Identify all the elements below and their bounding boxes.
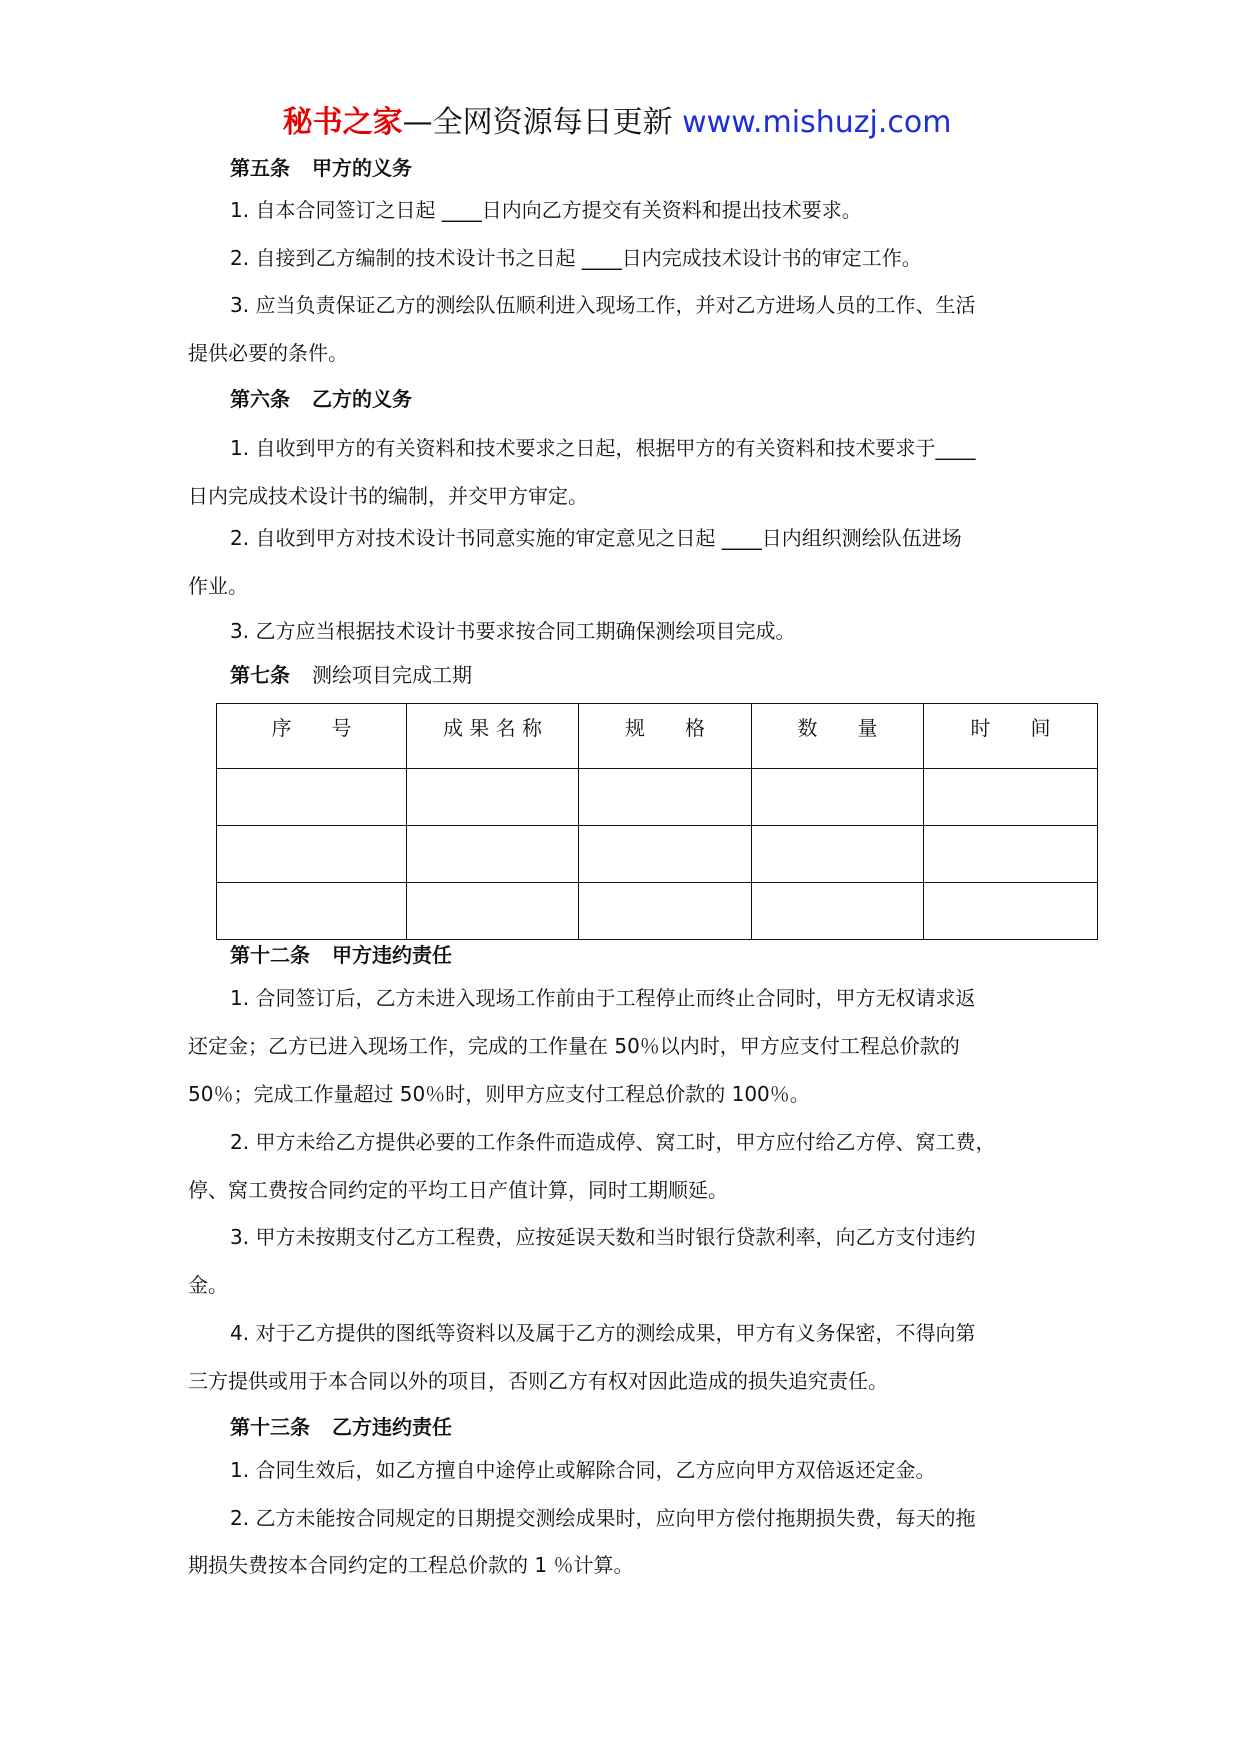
article-12-item-4-line-1: 4. 对于乙方提供的图纸等资料以及属于乙方的测绘成果，甲方有义务保密，不得向第 — [230, 1321, 976, 1345]
article-12-item-1-line-3: 50％；完成工作量超过 50％时，则甲方应支付工程总价款的 100％。 — [188, 1082, 810, 1106]
article-6-item-2-line-2: 作业。 — [188, 574, 248, 598]
article-6-item-3: 3. 乙方应当根据技术设计书要求按合同工期确保测绘项目完成。 — [230, 619, 796, 643]
article-12-item-2-line-1: 2. 甲方未给乙方提供必要的工作条件而造成停、窝工时，甲方应付给乙方停、窝工费， — [230, 1130, 996, 1154]
table-cell — [217, 883, 407, 940]
article-12-item-2-line-2: 停、窝工费按合同约定的平均工日产值计算，同时工期顺延。 — [188, 1178, 728, 1202]
article-5-item-1: 1. 自本合同签订之日起 ____日内向乙方提交有关资料和提出技术要求。 — [230, 198, 862, 222]
article-12-item-1-line-2: 还定金；乙方已进入现场工作，完成的工作量在 50％以内时，甲方应支付工程总价款的 — [188, 1034, 960, 1058]
article-5-title — [230, 153, 412, 183]
completion-schedule-table — [216, 703, 1098, 940]
table-cell — [407, 883, 579, 940]
col-header-spec: 规 格 — [579, 704, 752, 769]
article-12-item-3-line-2: 金。 — [188, 1273, 228, 1297]
article-5-item-2: 2. 自接到乙方编制的技术设计书之日起 ____日内完成技术设计书的审定工作。 — [230, 246, 922, 270]
article-13-number: 第十三条 — [230, 1415, 310, 1439]
table-cell — [579, 826, 752, 883]
article-12-item-1-line-1: 1. 合同签订后，乙方未进入现场工作前由于工程停止而终止合同时，甲方无权请求返 — [230, 986, 976, 1010]
article-6-item-2-line-1: 2. 自收到甲方对技术设计书同意实施的审定意见之日起 ____日内组织测绘队伍进场 — [230, 526, 962, 550]
article-6-heading: 乙方的义务 — [312, 387, 412, 411]
table-cell — [217, 769, 407, 826]
article-7-heading: 测绘项目完成工期 — [312, 663, 472, 687]
article-5-item-3-line-1: 3. 应当负责保证乙方的测绘队伍顺利进入现场工作，并对乙方进场人员的工作、生活 — [230, 293, 976, 317]
col-header-quantity: 数 量 — [752, 704, 924, 769]
table-cell — [407, 826, 579, 883]
article-13-item-2-line-1: 2. 乙方未能按合同规定的日期提交测绘成果时，应向甲方偿付拖期损失费，每天的拖 — [230, 1506, 976, 1530]
table-cell — [752, 826, 924, 883]
article-7-number: 第七条 — [230, 663, 290, 687]
article-12-item-3-line-1: 3. 甲方未按期支付乙方工程费，应按延误天数和当时银行贷款利率，向乙方支付违约 — [230, 1225, 976, 1249]
table-cell — [924, 826, 1098, 883]
site-header — [0, 100, 1234, 146]
article-13-title — [230, 1412, 452, 1442]
article-5-heading: 甲方的义务 — [312, 156, 412, 180]
article-6-item-1-line-1: 1. 自收到甲方的有关资料和技术要求之日起，根据甲方的有关资料和技术要求于____ — [230, 436, 976, 460]
table-cell — [579, 883, 752, 940]
col-header-result-name: 成 果 名 称 — [407, 704, 579, 769]
col-header-serial: 序 号 — [217, 704, 407, 769]
article-13-item-2-line-2: 期损失费按本合同约定的工程总价款的 1 ％计算。 — [188, 1553, 634, 1577]
table-row — [217, 826, 1098, 883]
site-tagline: —全网资源每日更新 — [402, 105, 683, 140]
article-12-item-4-line-2: 三方提供或用于本合同以外的项目，否则乙方有权对因此造成的损失追究责任。 — [188, 1369, 888, 1393]
table-cell — [217, 826, 407, 883]
table-cell — [579, 769, 752, 826]
article-12-number: 第十二条 — [230, 943, 310, 967]
article-13-item-1: 1. 合同生效后，如乙方擅自中途停止或解除合同，乙方应向甲方双倍返还定金。 — [230, 1458, 936, 1482]
site-url-link[interactable]: www.mishuzj.com — [682, 105, 952, 140]
article-5-item-3-line-2: 提供必要的条件。 — [188, 341, 348, 365]
table-header-row — [217, 704, 1098, 769]
site-brand: 秘书之家 — [282, 105, 403, 140]
col-header-time: 时 间 — [924, 704, 1098, 769]
article-6-title — [230, 384, 412, 414]
article-7-title — [230, 660, 472, 690]
table-cell — [924, 883, 1098, 940]
table-cell — [752, 769, 924, 826]
table-cell — [924, 769, 1098, 826]
table-row — [217, 769, 1098, 826]
table-row — [217, 883, 1098, 940]
article-13-heading: 乙方违约责任 — [332, 1415, 452, 1439]
article-6-number: 第六条 — [230, 387, 290, 411]
table-cell — [752, 883, 924, 940]
table-cell — [407, 769, 579, 826]
article-6-item-1-line-2: 日内完成技术设计书的编制，并交甲方审定。 — [188, 484, 588, 508]
article-12-heading: 甲方违约责任 — [332, 943, 452, 967]
article-12-title — [230, 940, 452, 970]
article-5-number: 第五条 — [230, 156, 290, 180]
